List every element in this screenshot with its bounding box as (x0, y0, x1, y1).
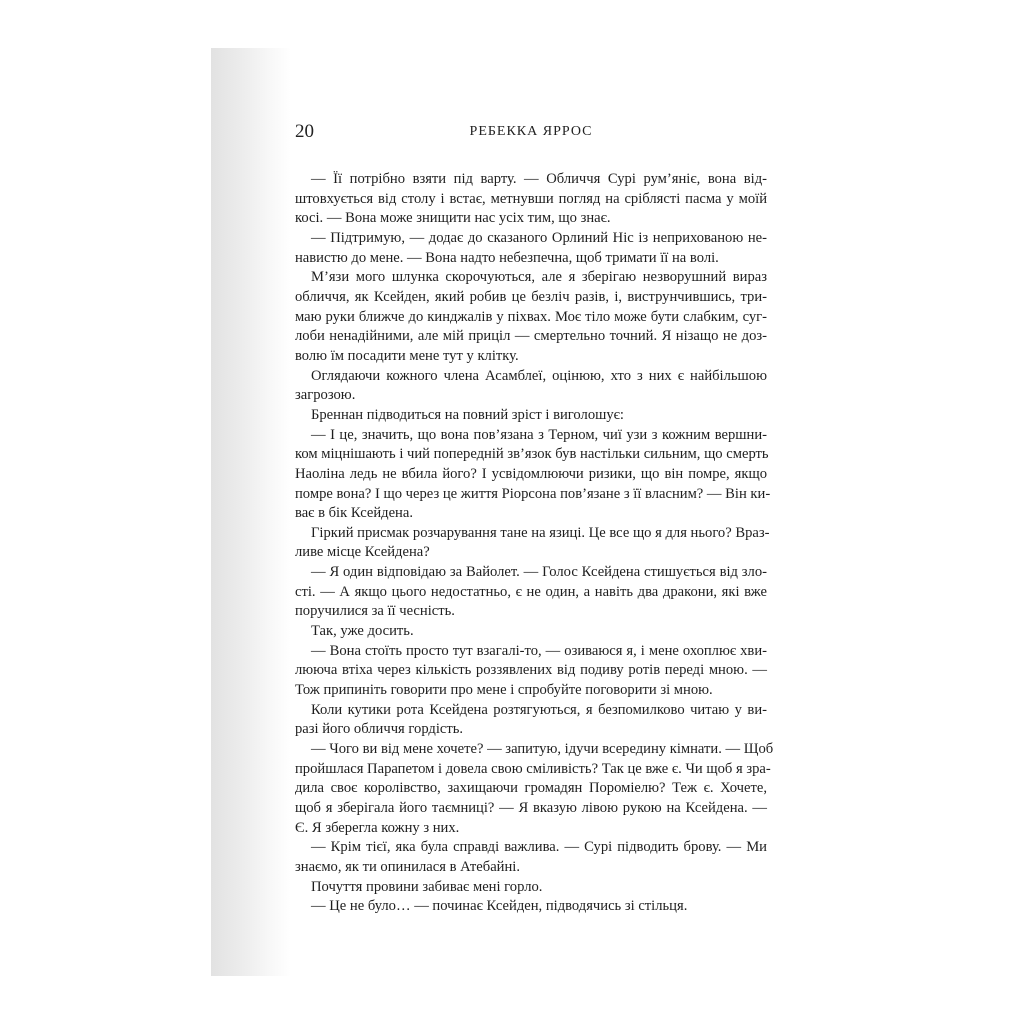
text-line: загрозою. (295, 387, 356, 404)
page-header (295, 120, 767, 144)
running-head: РЕБЕККА ЯРРОС (469, 124, 593, 139)
text-line: сті. — А якщо цього недостатньо, є не один, а навіть два дракони, які вже (295, 583, 767, 600)
body-text (295, 170, 774, 917)
text-line: М’язи мого шлунка скорочуються, але я зберігаю незворушний вираз (311, 269, 767, 286)
text-line: — Її потрібно взяти під варту. — Обличчя Сурі рум’яніє, вона від- (311, 171, 767, 187)
text-line: Оглядаючи кожного члена Асамблеї, оцінюю, хто з них є найбільшою (311, 367, 767, 384)
text-line: Коли кутики рота Ксейдена розтягуються, я безпомилково читаю у ви- (311, 701, 767, 718)
text-line: косі. — Вона може знищити нас усіх тим, що знає. (295, 210, 611, 227)
text-line: разі його обличчя гордість. (295, 721, 464, 738)
text-line: помре вона? І що через це життя Ріорсона пов’язане з її власним? — Він ки- (295, 485, 771, 502)
text-line: дила своє королівство, захищаючи громадян Пороміелю? Теж є. Хочете, (295, 780, 767, 797)
text-line: — Я один відповідаю за Вайолет. — Голос Ксейдена стишується від зло- (311, 564, 767, 581)
text-line: лоби ненадійними, але мій приціл — смертельно точний. Я нізащо не доз- (295, 328, 767, 345)
text-line: — Вона стоїть просто тут взагалі-то, — озиваюся я, і мене охоплює хви- (311, 642, 767, 659)
text-line: Гіркий присмак розчарування тане на язиці. Це все що я для нього? Враз- (311, 524, 770, 541)
text-line: ває в бік Ксейдена. (295, 505, 413, 522)
text-line: — Чого ви від мене хочете? — запитую, ідучи всередину кімнати. — Щоб (311, 741, 774, 758)
text-line: пройшлася Парапетом і довела свою сміливість? Так це вже є. Чи щоб я зра- (295, 760, 771, 777)
text-line: Так, уже досить. (311, 623, 414, 640)
text-line: Є. Я зберегла кожну з них. (295, 819, 460, 836)
text-line: маю руки ближче до кинджалів у піхвах. Моє тіло може бути слабким, суг- (295, 308, 767, 325)
text-line: обличчя, як Ксейден, який робив це безліч разів, і, виструнчившись, три- (295, 288, 767, 305)
text-line: Бреннан підводиться на повний зріст і виголошує: (311, 406, 624, 423)
text-line: ком міцнішають і чий попередній зв’язок був настільки сильним, що смерть (295, 446, 769, 463)
text-line: — Підтримую, — додає до сказаного Орлиний Ніс із неприхованою не- (311, 229, 767, 246)
text-line: штовхується від столу і встає, метнувши погляд на сріблясті пасма у моїй (295, 190, 767, 207)
text-line: поручилися за її чесність. (295, 603, 455, 620)
text-line: Почуття провини забиває мені горло. (311, 878, 543, 895)
text-line: щоб я зберігала його таємниці? — Я вказую лівою рукою на Ксейдена. — (295, 800, 767, 816)
text-line: — І це, значить, що вона пов’язана з Терном, чиї узи з кожним вершни- (311, 426, 767, 443)
text-line: — Крім тієї, яка була справді важлива. — Сурі підводить брову. — Ми (311, 839, 767, 856)
text-line: Тож припиніть говорити про мене і спробуйте поговорити зі мною. (295, 682, 713, 699)
text-line: волю їм посадити мене тут у клітку. (295, 347, 519, 364)
text-line: навистю до мене. — Вона надто небезпечна, щоб тримати її на волі. (295, 249, 719, 266)
text-line: Наоліна ледь не вбила його? І усвідомлюючи ризики, що він помре, якщо (295, 465, 767, 482)
page-number: 20 (295, 121, 314, 142)
text-line: знаємо, як ти опинилася в Атебайні. (295, 858, 520, 875)
text-line: ливе місце Ксейдена? (295, 544, 430, 561)
text-line: — Це не було… — починає Ксейден, підводячись зі стільця. (311, 898, 688, 915)
text-line: лююча втіха через кількість роззявлених від подиву ротів переді мною. — (295, 662, 767, 679)
